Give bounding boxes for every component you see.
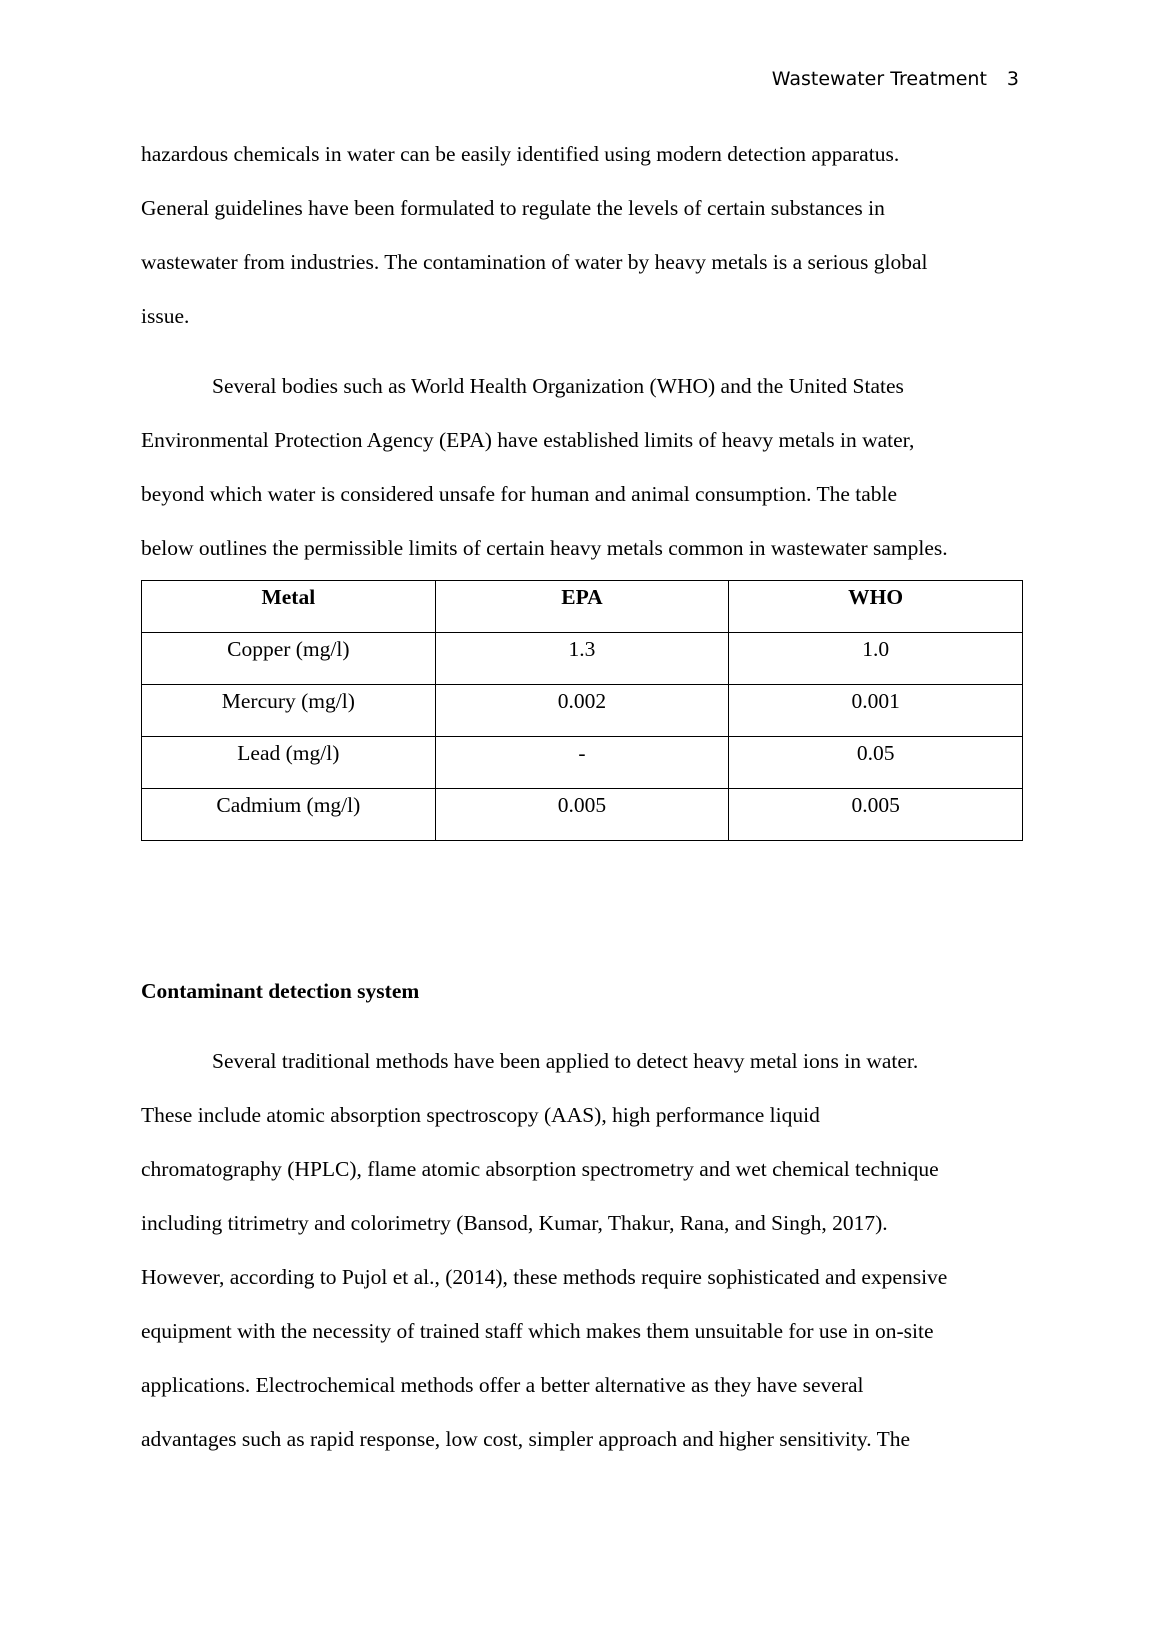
- table-cell: [142, 789, 436, 841]
- section-heading: Contaminant detection system: [141, 979, 420, 1003]
- page-number: 3: [1006, 68, 1019, 90]
- table-cell: [435, 789, 729, 841]
- cell-text: Mercury (mg/l): [221, 689, 355, 713]
- text-line: applications. Electrochemical methods offer a better alternative as they have several: [141, 1373, 864, 1397]
- column-header-epa: [435, 581, 729, 633]
- cell-text: 0.05: [856, 741, 895, 765]
- table-header-row: [142, 581, 1023, 633]
- cell-text: Cadmium (mg/l): [216, 793, 361, 817]
- text-line: Several bodies such as World Health Organization (WHO) and the United States: [212, 374, 904, 398]
- paragraph-3: [141, 1039, 1021, 1471]
- text-line: advantages such as rapid response, low cost, simpler approach and higher sensitivity. The: [141, 1427, 911, 1451]
- table-cell: [729, 685, 1023, 737]
- text-line: hazardous chemicals in water can be easily identified using modern detection apparatus.: [141, 142, 900, 166]
- cell-text: Lead (mg/l): [237, 741, 340, 765]
- column-header-who-label: WHO: [848, 585, 904, 609]
- cell-text: Copper (mg/l): [227, 637, 350, 661]
- text-line: Several traditional methods have been applied to detect heavy metal ions in water.: [212, 1049, 919, 1073]
- heavy-metal-limits-table: [141, 580, 1023, 841]
- text-line: including titrimetry and colorimetry (Bansod, Kumar, Thakur, Rana, and Singh, 2017).: [141, 1211, 888, 1235]
- text-line: beyond which water is considered unsafe for human and animal consumption. The table: [141, 482, 898, 506]
- document-body: [141, 132, 1021, 1471]
- cell-text: 0.001: [851, 689, 900, 713]
- table-cell: [729, 789, 1023, 841]
- text-line: wastewater from industries. The contamination of water by heavy metals is a serious global: [141, 250, 928, 274]
- table-cell: [435, 737, 729, 789]
- cell-text: 0.005: [557, 793, 607, 817]
- text-line: below outlines the permissible limits of certain heavy metals common in wastewater samples.: [141, 536, 948, 560]
- text-line: Environmental Protection Agency (EPA) have established limits of heavy metals in water,: [141, 428, 915, 452]
- cell-text: 0.005: [851, 793, 900, 817]
- paragraph-1: [141, 132, 1021, 348]
- text-line: General guidelines have been formulated to regulate the levels of certain substances in: [141, 196, 885, 220]
- cell-text: 1.3: [568, 637, 596, 661]
- column-header-metal-label: Metal: [261, 585, 316, 609]
- table-cell: [142, 633, 436, 685]
- cell-text: 1.0: [862, 637, 890, 661]
- column-header-metal: [142, 581, 436, 633]
- table-cell: [435, 633, 729, 685]
- table-cell: [729, 633, 1023, 685]
- text-line: equipment with the necessity of trained staff which makes them unsuitable for use in on-site: [141, 1319, 934, 1343]
- table-cell: [435, 685, 729, 737]
- column-header-epa-label: EPA: [561, 585, 603, 609]
- table-cell: [142, 737, 436, 789]
- cell-text: -: [578, 741, 586, 765]
- table-cell: [729, 737, 1023, 789]
- cell-text: 0.002: [557, 689, 607, 713]
- table-row: [142, 737, 1023, 789]
- table-row: [142, 685, 1023, 737]
- text-line: These include atomic absorption spectroscopy (AAS), high performance liquid: [141, 1103, 820, 1127]
- column-header-who: [729, 581, 1023, 633]
- text-line: issue.: [141, 304, 190, 328]
- table-row: [142, 789, 1023, 841]
- text-line: chromatography (HPLC), flame atomic absorption spectrometry and wet chemical technique: [141, 1157, 939, 1181]
- text-line: However, according to Pujol et al., (2014), these methods require sophisticated and expensive: [141, 1265, 948, 1289]
- table-row: [142, 633, 1023, 685]
- table-cell: [142, 685, 436, 737]
- paragraph-2: [141, 364, 1021, 580]
- running-header: [772, 68, 1019, 90]
- running-title: Wastewater Treatment: [771, 68, 987, 90]
